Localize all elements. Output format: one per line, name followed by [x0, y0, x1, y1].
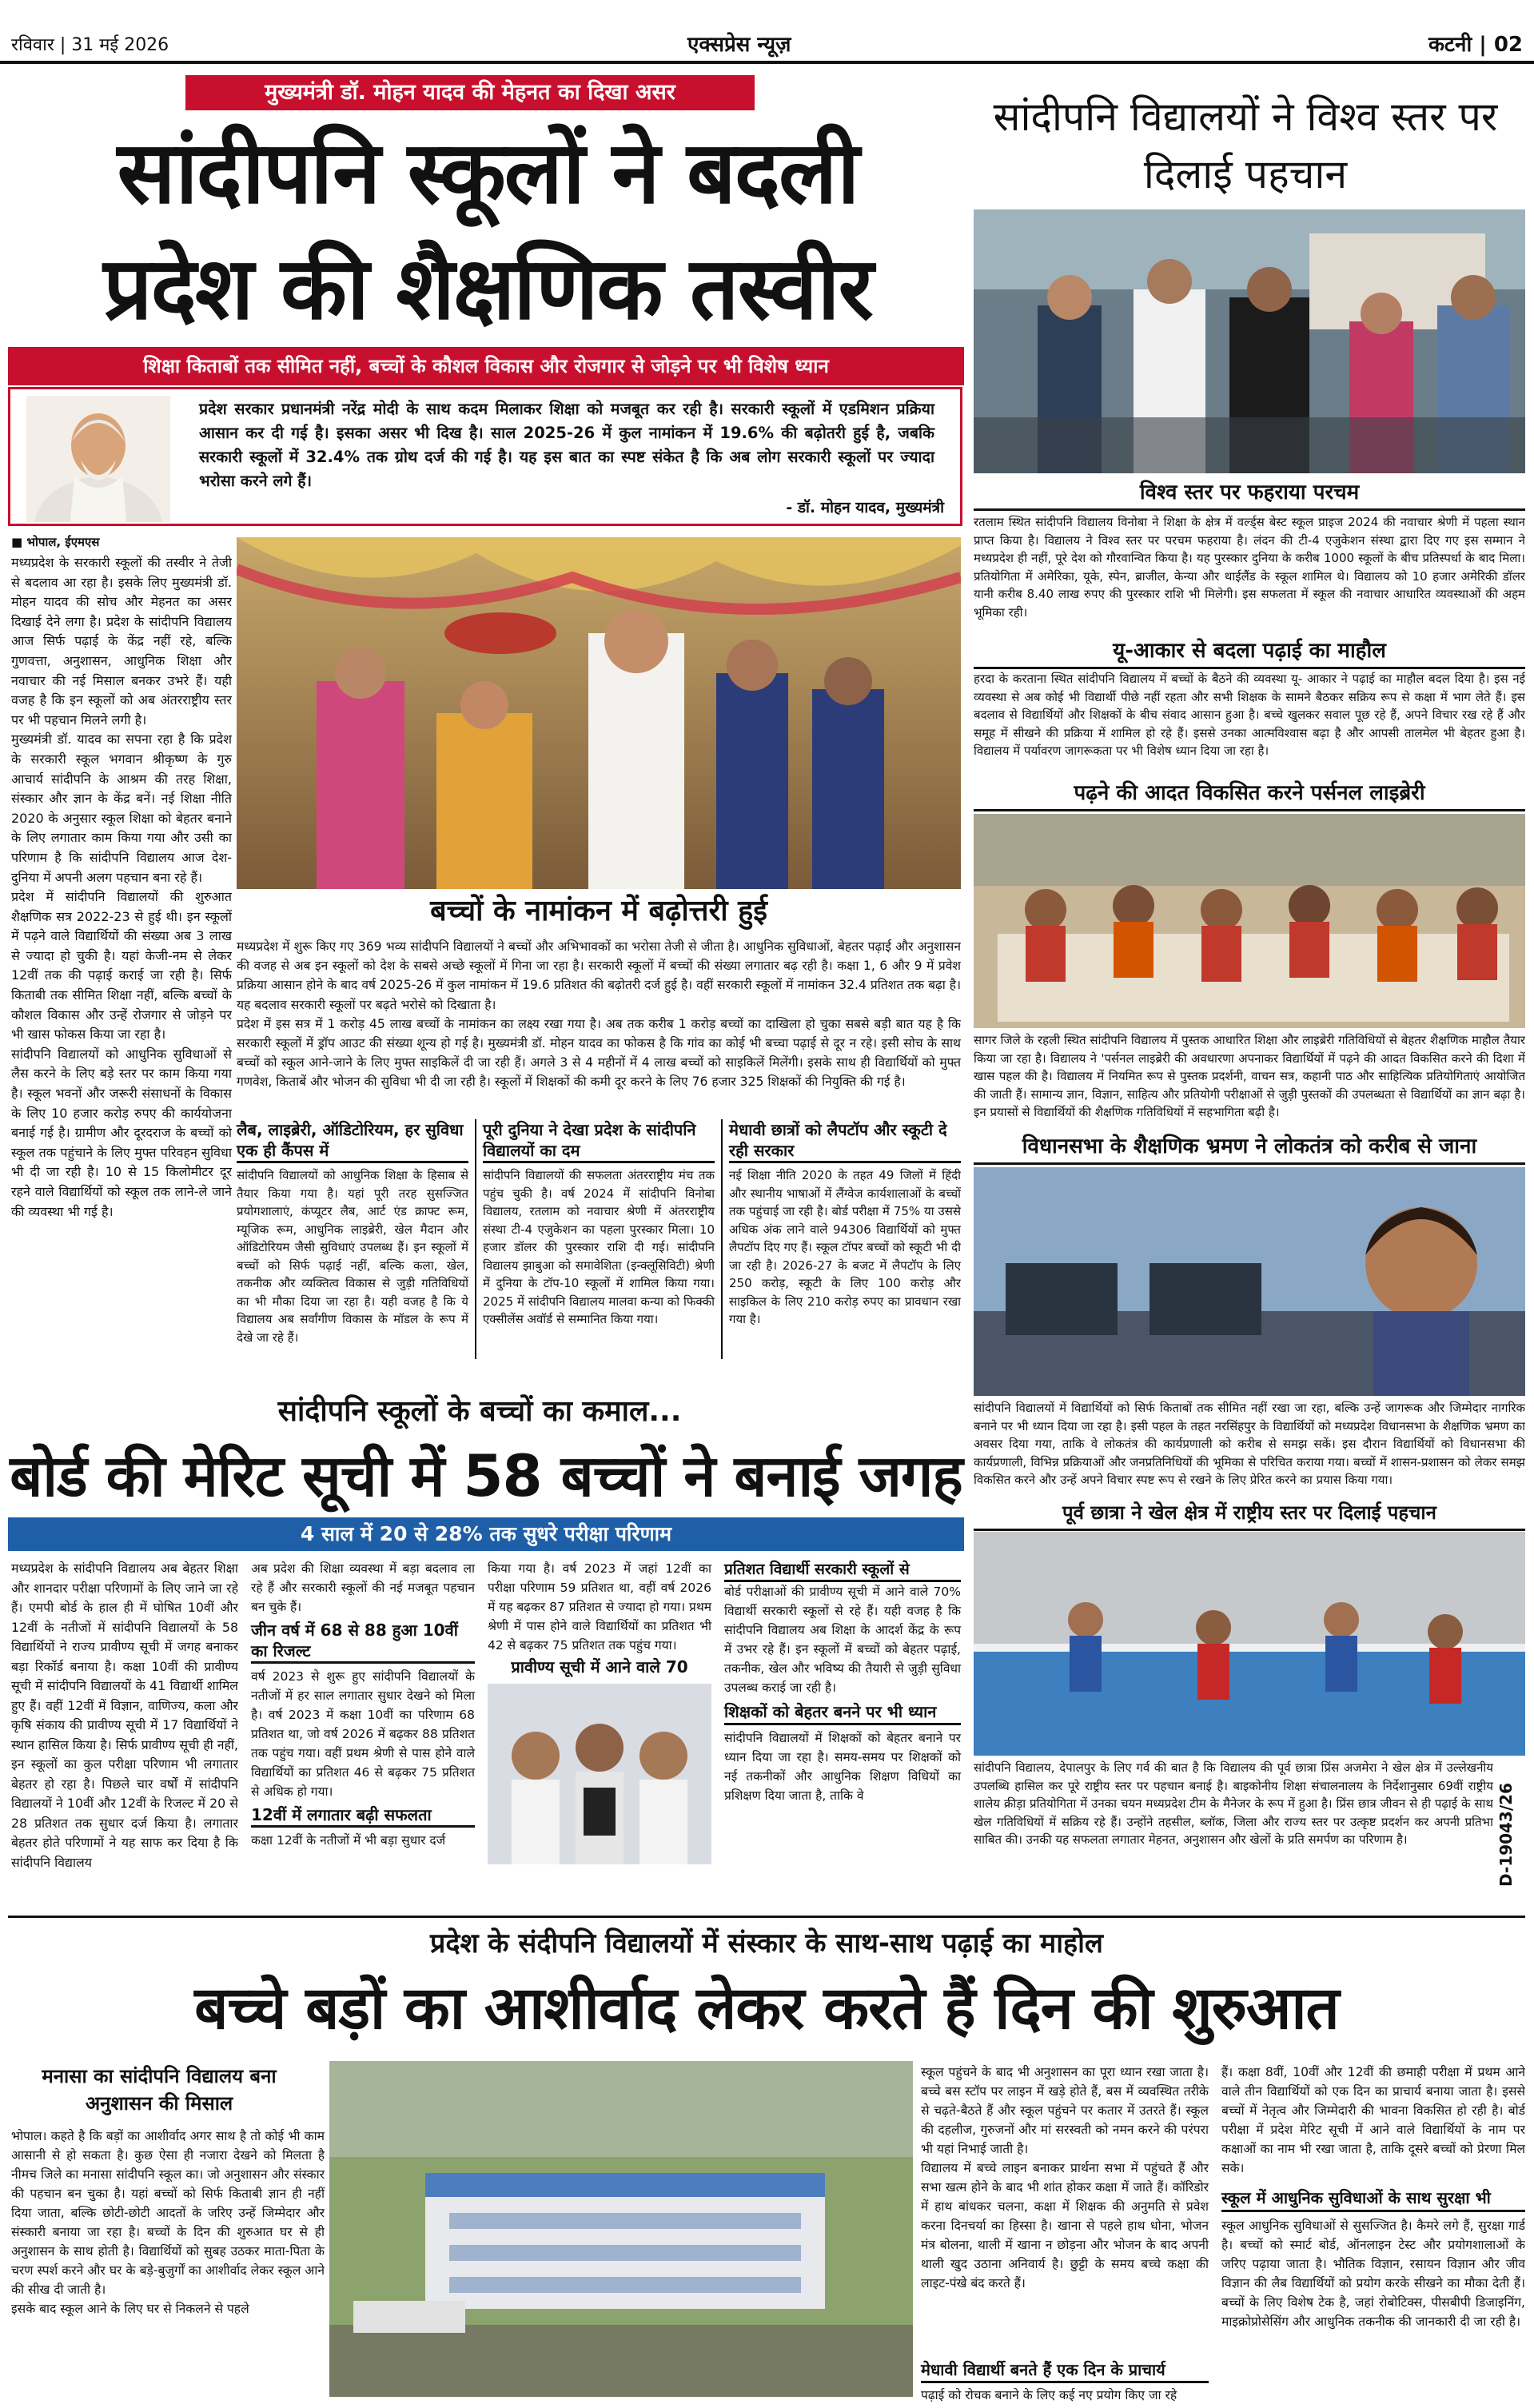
merit-col4b: सांदीपनि विद्यालयों में शिक्षकों को बेहतर बनाने पर ध्यान दिया जा रहा है। समय-समय पर शिक्षकों को नई तकनीकों और आधुनिक शिक्षण विधियों का प्रशिक्षण दिया जाता है, ताकि वे [724, 1731, 961, 1803]
merit-subbar: 4 साल में 20 से 28% तक सुधरे परीक्षा परिणाम [8, 1517, 964, 1551]
quote-attribution: - डॉ. मोहन यादव, मुख्यमंत्री [786, 499, 944, 516]
bottom-right-head: स्कूल में आधुनिक सुविधाओं के साथ सुरक्षा भी [1221, 2186, 1525, 2212]
box3-text: नई शिक्षा नीति 2020 के तहत 49 जिलों में हिंदी और स्थानीय भाषाओं में लैंग्वेज कार्यशालाओं के बच्चों तक पहुंचाई जा रही है। बोर्ड परीक्षा में 75% या उससे अधिक अंक लाने वाले 94306 विद्यार्थियों को मुफ्त लैपटॉप दिए गए हैं। स्कूल टॉपर बच्चों को स्कूटी भी दी जा रही है। 2026-27 के बजट में लैपटॉप के लिए 250 करोड़, स्कूटी के लिए 100 करोड़ और साइकिल के लिए 210 करोड़ रुपए का प्रावधान रखा गया है। [729, 1168, 961, 1326]
merit-col4-head2: शिक्षकों को बेहतर बनने पर भी ध्यान [724, 1700, 961, 1725]
merit-col3-head: प्रावीण्य सूची में आने वाले 70 [511, 1657, 688, 1676]
main-kicker: मुख्यमंत्री डॉ. मोहन यादव की मेहनत का दिखा असर [185, 75, 755, 110]
box1 [237, 1119, 468, 1359]
merit-col1: मध्यप्रदेश के सांदीपनि विद्यालय अब बेहतर शिक्षा और शानदार परीक्षा परिणामों के लिए जाने जा रहे हैं। एमपी बोर्ड के हाल ही में घोषित 10वीं और 12वीं के नतीजों में सांदीपनि विद्यालयों के 58 विद्यार्थियों ने राज्य प्रावीण्य सूची में जगह बनाकर बड़ा रिकॉर्ड बनाया है। कक्षा 10वीं की प्रावीण्य सूची में सांदीपनि विद्यालयों के 41 विद्यार्थी शामिल हुए हैं। वहीं 12वीं में विज्ञान, वाणिज्य, कला और कृषि संकाय की प्रावीण्य सूची में 17 विद्यार्थियों ने स्थान हासिल किया है। सिर्फ प्रावीण्य सूची ही नहीं, इन स्कूलों का कुल परीक्षा परिणाम भी लगातार बेहतर हो रहा है। पिछले चार वर्षों में सांदीपनि विद्यालयों ने 10वीं और 12वीं के रिजल्ट में 20 से 28 प्रतिशत तक सुधार दर्ज किया है। लगातार बेहतर होते परिणामों ने यह साफ कर दिया है कि सांदीपनि विद्यालय [11, 1561, 238, 1870]
box3-head: मेधावी छात्रों को लैपटॉप और स्कूटी दे रही सरकार [729, 1119, 961, 1163]
main-headline-2: प्रदेश की शैक्षणिक तस्वीर [103, 239, 872, 339]
bottom-mid-head: मेधावी विद्यार्थी बनते हैं एक दिन के प्राचार्य [921, 2358, 1209, 2383]
bottom-rule [8, 1916, 1525, 1918]
cm-quote: प्रदेश सरकार प्रधानमंत्री नरेंद्र मोदी के साथ कदम मिलाकर शिक्षा को मजबूत कर रही है। सरकारी स्कूलों में एडमिशन प्रक्रिया आसान कर दी गई है। इसका असर भी दिख है। साल 2025-26 में कुल नामांकन में 19.6% की बढ़ोतरी हुई है, जबकि सरकारी स्कूलों में 32.4% तक ग्रोथ दर्ज की गई है। यह इस बात का स्पष्ट संकेत है कि अब लोग सरकारी स्कूलों पर ज्यादा भरोसा करने लगे हैं। [199, 400, 934, 490]
bottom-right-text: हैं। कक्षा 8वीं, 10वीं और 12वीं की छमाही परीक्षा में प्रथम आने वाले तीन विद्यार्थियों को एक दिन का प्राचार्य बनाया जाता है। इससे बच्चों में नेतृत्व और जिम्मेदारी की भावना विकसित हो रही है। बोर्ड परीक्षा में प्रदेश मेरिट सूची में आने वाले विद्यार्थियों के नाम पर कक्षाओं का नाम भी रखा जाता है, ताकि दूसरे बच्चों को प्रेरणा मिल सके। [1221, 2065, 1525, 2175]
right-photo-3 [974, 1167, 1525, 1396]
paper-name: एक्सप्रेस न्यूज़ [687, 33, 791, 57]
merit-col2-head1: जीन वर्ष में 68 से 88 हुआ 10वीं का रिजल्ट [251, 1620, 475, 1664]
bottom-photo [329, 2061, 913, 2397]
merit-headline: बोर्ड की मेरिट सूची में 58 बच्चों ने बनाई जगह [10, 1442, 962, 1509]
photo-caption-title: बच्चों के नामांकन में बढ़ोत्तरी हुई [430, 895, 767, 927]
cm-portrait [26, 396, 170, 522]
merit-col4 [724, 1559, 961, 1911]
merit-col2-head2: 12वीं में लगातार बढ़ी सफलता [251, 1804, 475, 1828]
page-number: 02 [1493, 33, 1523, 57]
merit-col4-head1: प्रतिशत विद्यार्थी सरकारी स्कूलों से [724, 1559, 961, 1582]
dateline: ■ भोपाल, ईएमएस [11, 535, 100, 549]
city-name: कटनी [1428, 33, 1472, 57]
bottom-mid-text2: पढ़ाई को रोचक बनाने के लिए कई नए प्रयोग किए जा रहे [921, 2388, 1177, 2402]
box-divider-1 [475, 1119, 476, 1359]
merit-col3 [488, 1559, 711, 1911]
right-section5-title: पूर्व छात्रा ने खेल क्षेत्र में राष्ट्रीय स्तर पर दिलाई पहचान [974, 1497, 1525, 1531]
right-section2-text: हरदा के करताना स्थित सांदीपनि विद्यालय में बच्चों के बैठने की व्यवस्था यू- आकार ने पढ़ाई का माहौल बदल दिया है। इस नई व्यवस्था से अब कोई भी विद्यार्थी पीछे नहीं रहता और सभी शिक्षक के सामने बैठकर सक्रिय रूप से कक्षा में भाग लेते हैं। इस बदलाव से विद्यार्थियों और शिक्षकों के बीच संवाद आसान हुआ है। बच्चे खुलकर सवाल पूछ रहे हैं, अपने विचार रख रहे हैं और समूह में सीखने की प्रक्रिया में शामिल हो रहे हैं। इससे उनका आत्मविश्वास बढ़ा है और आपसी तालमेल भी बेहतर हुआ है। विद्यालय में पर्यावरण जागरूकता पर भी विशेष ध्यान दिया जा रहा है। [974, 672, 1525, 758]
right-section3-text: सागर जिले के रहली स्थित सांदीपनि विद्यालय में पुस्तक आधारित शिक्षा और लाइब्रेरी गतिविधियों से बेहतर शैक्षणिक माहौल तैयार किया जा रहा है। विद्यालय ने 'पर्सनल लाइब्रेरी की अवधारणा अपनाकर विद्यार्थियों में पढ़ने की आदत विकसित करने की दिशा में खास पहल की है। विद्यालय में नियमित रूप से पुस्तक प्रदर्शनी, वाचन सत्र, कहानी पाठ और साहित्यिक प्रतियोगिताएं आयोजित की जाती हैं। सामान्य ज्ञान, विज्ञान, साहित्य और प्रतियोगी परीक्षाओं से जुड़ी पुस्तकों की उपलब्धता से विद्यार्थियों का ज्ञान बढ़ा है। इन प्रयासों से विद्यार्थियों की शैक्षणिक गतिविधियों में सहभागिता बढ़ी है। [974, 1033, 1525, 1119]
right-photo-2 [974, 814, 1525, 1028]
quote-box [8, 387, 962, 526]
merit-col3a: किया गया है। वर्ष 2023 में जहां 12वीं का परीक्षा परिणाम 59 प्रतिशत था, वहीं वर्ष 2026 में यह बढ़कर 87 प्रतिशत से ज्यादा हो गया। प्रथम श्रेणी में पास होने वाले विद्यार्थियों का प्रतिशत भी 42 से बढ़कर 75 प्रतिशत तक पहुंच गया। [488, 1561, 711, 1653]
box1-text: सांदीपनि विद्यालयों को आधुनिक शिक्षा के हिसाब से तैयार किया गया है। यहां पूरी तरह सुसज्जित प्रयोगशालाएं, कंप्यूटर लैब, आर्ट एंड क्राफ्ट रूम, म्यूजिक रूम, आधुनिक लाइब्रेरी, खेल मैदान और ऑडिटोरियम जैसी सुविधाएं उपलब्ध हैं। इन स्कूलों में बच्चों को सिर्फ पढ़ाई नहीं, बल्कि कला, खेल, तकनीक और व्यक्तित्व विकास से जुड़ी गतिविधियों का भी मौका दिया जा रहा है। यही वजह है कि ये विद्यालय अब सर्वांगीण विकास के मॉडल के रूप में देखे जा रहे हैं। [237, 1168, 468, 1345]
right-section5-text: सांदीपनि विद्यालय, देपालपुर के लिए गर्व की बात है कि विद्यालय की पूर्व छात्रा प्रिंस अजमेरा ने खेल क्षेत्र में उल्लेखनीय उपलब्धि हासिल कर पूरे राष्ट्रीय स्तर पर पहचान बनाई है। बाइकोनीय शिक्षा संचालनालय के निर्देशानुसार 69वीं राष्ट्रीय शालेय क्रीड़ा प्रतियोगिता में उनका चयन मध्यप्रदेश टीम के मैनेजर के रूप में हुआ है। प्रिंस छात्र जीवन से ही पढ़ाई के साथ खेल गतिविधियों में सक्रिय रहे हैं। उन्होंने तहसील, ब्लॉक, जिला और राज्य स्तर पर उत्कृष्ट प्रदर्शन कर अपनी प्रतिभा साबित की। उनकी यह सफलता लगातार मेहनत, अनुशासन और खेलों के प्रति समर्पण का परिणाम है। [974, 1760, 1493, 1847]
box1-head: लैब, लाइब्रेरी, ऑडिटोरियम, हर सुविधा एक ही कैंपस में [237, 1119, 468, 1163]
bottom-left-text: भोपाल। कहते है कि बड़ों का आशीर्वाद अगर साथ है तो कोई भी काम आसानी से हो सकता है। कुछ ऐसा ही नजारा देखने को मिलता है नीमच जिले का मनासा सांदीपनि स्कूल का। जो अनुशासन और संस्कार की पहचान बन चुका है। यहां बच्चों को सिर्फ किताबी ज्ञान ही नहीं दिया जाता, बल्कि छोटी-छोटी आदतों के जरिए उन्हें जिम्मेदार और संस्कारी बनाया जा रहा है। बच्चों के दिन की शुरुआत घर से ही अनुशासन के साथ होती है। विद्यार्थियों को सुबह उठकर माता-पिता के चरण स्पर्श करने और घर के बड़े-बुजुर्गों का आशीर्वाद लेकर स्कूल आने की सीख दी जाती है। इसके बाद स्कूल आने के लिए घर से निकलने से पहले [11, 2129, 325, 2316]
bottom-headline: बच्चे बड़ों का आशीर्वाद लेकर करते हैं दिन की शुरुआत [194, 1974, 1339, 2043]
main-left-column: मध्यप्रदेश के सरकारी स्कूलों की तस्वीर ने तेजी से बदलाव आ रहा है। इसके लिए मुख्यमंत्री डॉ. मोहन यादव की सोच और मेहनत का असर दिखाई देने लगा है। प्रदेश के सांदीपनि विद्यालय आज सिर्फ पढ़ाई के केंद्र नहीं रहे, बल्कि गुणवत्ता, अनुशासन, आधुनिक शिक्षा और नवाचार की नई मिसाल बनकर उभरे हैं। यही वजह है कि इन स्कूलों को अब अंतरराष्ट्रीय स्तर पर भी पहचान मिलने लगी है। मुख्यमंत्री डॉ. यादव का सपना रहा है कि प्रदेश के सरकारी स्कूल भगवान श्रीकृष्ण के गुरु आचार्य सांदीपनि के आश्रम की तरह शिक्षा, संस्कार और ज्ञान के केंद्र बनें। नई शिक्षा नीति 2020 के अनुसार स्कूल शिक्षा को बेहतर बनाने के लिए लगातार काम किया गया और उसी का परिणाम है कि सांदीपनि विद्यालय आज देश-दुनिया में अपनी अलग पहचान बना रहे हैं। प्रदेश में सांदीपनि विद्यालयों की शुरुआत शैक्षणिक सत्र 2022-23 से हुई थी। इन स्कूलों में पढ़ने वाले विद्यार्थियों की संख्या अब 3 लाख से ज्यादा हो चुकी है। यहां केजी-नम से लेकर 12वीं तक की पढ़ाई कराई जा रही है। सिर्फ किताबी तक सीमित शिक्षा नहीं, बल्कि बच्चों के कौशल विकास और उन्हें रोजगार से जोड़ने पर भी खास फोकस किया जा रहा है। सांदीपनि विद्यालयों को आधुनिक सुविधाओं से लैस करने के लिए बड़े स्तर पर काम किया गया है। स्कूल भवनों और जरूरी संसाधनों के विकास के लिए 10 हजार करोड़ रुपए की कार्ययोजना बनाई गई है। ग्रामीण और दूरदराज के बच्चों को स्कूल तक पहुंचाने के लिए मुफ्त परिवहन सुविधा भी दी जा रही है। 10 से 15 किलोमीटर दूर रहने वाले विद्यार्थियों को स्कूल तक लाने-ले जाने की व्यवस्था भी गई है। [11, 555, 232, 1219]
right-section3-title: पढ़ने की आदत विकसित करने पर्सनल लाइब्रेरी [974, 777, 1525, 811]
merit-kicker: सांदीपनि स्कूलों के बच्चों का कमाल... [277, 1395, 682, 1428]
bottom-kicker: प्रदेश के संदीपनि विद्यालयों में संस्कार के साथ-साथ पढ़ाई का माहोल [430, 1928, 1103, 1959]
box-divider-2 [721, 1119, 723, 1359]
bottom-right-text2: स्कूल आधुनिक सुविधाओं से सुसज्जित है। कैमरे लगे हैं, सुरक्षा गार्ड है। बच्चों को स्मार्ट बोर्ड, ऑनलाइन टेस्ट और प्रयोगशालाओं के जरिए पढ़ाया जाता है। भौतिक विज्ञान, रसायन विज्ञान और जीव विज्ञान की लैब विद्यार्थियों को प्रयोग करके सीखने का मौका देती हैं। बच्चों के लिए विशेष टेक है, जहां रोबोटिक्स, पीसबीपी डिजाइनिंग, माइक्रोप्रोसेसिंग और आधुनिक तकनीक की जानकारी दी जा रही है। [1221, 2219, 1525, 2329]
right-section1-text: रतलाम स्थित सांदीपनि विद्यालय विनोबा ने शिक्षा के क्षेत्र में वर्ल्ड्स बेस्ट स्कूल प्राइज 2024 की नवाचार श्रेणी में पहला स्थान प्राप्त किया है। विद्यालय ने विश्व स्तर पर परचम फहराया है। लंदन की टी-4 एजुकेशन संस्था द्वारा दिए गए इस सम्मान ने मध्यप्रदेश ही नहीं, पूरे देश को गौरवान्वित किया है। यह पुरस्कार दुनिया के करीब 1000 स्कूलों के बीच प्रतिस्पर्धा के बाद मिला। प्रतियोगिता में अमेरिका, यूके, स्पेन, ब्राजील, केन्या और थाईलैंड के स्कूल शामिल थे। विद्यालय को 10 हजार अमेरिकी डॉलर यानी करीब 8.40 लाख रुपए की पुरस्कार राशि भी मिलेगी। इस सफलता में स्कूल की नवाचार आधारित व्यवस्थाओं की अहम भूमिका रही। [974, 515, 1525, 620]
right-photo-1 [974, 209, 1525, 473]
merit-col4a: बोर्ड परीक्षाओं की प्रावीण्य सूची में आने वाले 70% विद्यार्थी सरकारी स्कूलों से रहे हैं। यही वजह है कि सांदीपनि विद्यालय अब शिक्षा के आदर्श केंद्र के रूप में उभर रहे हैं। इन स्कूलों में बच्चों को बेहतर पढ़ाई, तकनीक, खेल और भविष्य की तैयारी से जुड़ी सुविधा उपलब्ध कराई जा रही है। [724, 1585, 961, 1695]
city-page: कटनी | 02 [1428, 33, 1523, 57]
main-headline-1: सांदीपनि स्कूलों ने बदली [117, 123, 859, 223]
bottom-mid-text: स्कूल पहुंचने के बाद भी अनुशासन का पूरा ध्यान रखा जाता है। बच्चे बस स्टॉप पर लाइन में खड़े होते हैं, बस में व्यवस्थित तरीके से चढ़ते-बैठते हैं और स्कूल पहुंचने पर कतार में उतरते हैं। स्कूल की दहलीज, गुरुजनों और मां सरस्वती को नमन करने की परंपरा भी यहां निभाई जाती है। विद्यालय में बच्चे लाइन बनाकर प्रार्थना सभा में पहुंचते हैं और सभा खत्म होने के बाद भी शांत होकर कक्षा में जाते हैं। कॉरिडोर में हाथ बांधकर चलना, कक्षा में शिक्षक की अनुमति से प्रवेश करना दिनचर्या का हिस्सा है। खाना से पहले हाथ धोना, भोजन मंत्र बोलना, थाली में खाना न छोड़ना और भोजन के बाद अपनी थाली खुद उठाना अनिवार्य है। छुट्टी के समय बच्चे कक्षा की लाइट-पंखे बंद करते हैं। [921, 2065, 1209, 2290]
issue-date: रविवार | 31 मई 2026 [11, 35, 169, 55]
right-photo-4 [974, 1532, 1525, 1756]
box2-text: सांदीपनि विद्यालयों की सफलता अंतरराष्ट्रीय मंच तक पहुंच चुकी है। वर्ष 2024 में सांदीपनि विनोबा विद्यालय, रतलाम को नवाचार श्रेणी में अंतरराष्ट्रीय संस्था टी-4 एजुकेशन का पहला पुरस्कार मिला। 10 हजार डॉलर की पुरस्कार राशि दी गई। सांदीपनि विद्यालय झाबुआ को समावेशिता (इन्क्लूसिविटी) श्रेणी में दुनिया के टॉप-10 स्कूलों में शामिल किया गया। 2025 में सांदीपनि विद्यालय मालवा कन्या को फिक्की एक्सीलेंस अवॉर्ड से सम्मानित किया गया। [483, 1168, 715, 1326]
right-section4-title: विधानसभा के शैक्षणिक भ्रमण ने लोकतंत्र को करीब से जाना [974, 1130, 1525, 1165]
masthead [0, 0, 1534, 62]
main-wide-text: मध्यप्रदेश में शुरू किए गए 369 भव्य सांदीपनि विद्यालयों ने बच्चों और अभिभावकों का भरोसा तेजी से जीता है। आधुनिक सुविधाओं, बेहतर पढ़ाई और अनुशासन की वजह से अब इन स्कूलों को देश के सबसे अच्छे स्कूलों में गिना जा रहा है। सरकारी स्कूलों में बच्चों की संख्या लगातार बढ़ रही है। कक्षा 1, 6 और 9 में प्रवेश प्रक्रिया आसान होने के बाद वर्ष 2025-26 में कुल नामांकन में 19.6 प्रतिशत की बढ़ोतरी दर्ज हुई है। वहीं सरकारी स्कूलों में नामांकन 32.4 प्रतिशत तक बढ़ा है। यह बदलाव सरकारी स्कूलों पर बढ़ते भरोसे को दिखाता है। प्रदेश में इस सत्र में 1 करोड़ 45 लाख बच्चों के नामांकन का लक्ष्य रखा गया है। अब तक करीब 1 करोड़ बच्चों का दाखिला हो चुका सबसे बड़ी बात यह है कि सरकारी स्कूलों में ड्रॉप आउट की संख्या शून्य हो गई है। मुख्यमंत्री डॉ. मोहन यादव का फोकस है कि गांव का कोई भी बच्चा पढ़ाई से दूर न रहे। इसी सोच के साथ बच्चों को स्कूल आने-जाने के लिए मुफ्त साइकिलें दी जा रही हैं। अगले 3 से 4 महीनों में 4 लाख बच्चों को साइकिलें मिलेंगी। इसके साथ ही विद्यार्थियों को मुफ्त गणवेश, किताबें और भोजन की सुविधा भी दी जा रही है। स्कूलों में शिक्षकों की कमी दूर करने के लिए 76 हजार 325 शिक्षकों की नियुक्ति की गई है। [237, 939, 961, 1090]
main-subheadline: शिक्षा किताबों तक सीमित नहीं, बच्चों के कौशल विकास और रोजगार से जोड़ने पर भी विशेष ध्यान [8, 347, 964, 385]
right-headline: सांदीपनि विद्यालयों ने विश्व स्तर पर दिलाई पहचान [993, 94, 1498, 197]
merit-col2b: वर्ष 2023 से शुरू हुए सांदीपनि विद्यालयों के नतीजों में हर साल लगातार सुधार देखने को मिला है। वर्ष 2023 में कक्षा 10वीं का परिणाम 68 प्रतिशत था, जो वर्ष 2026 में बढ़कर 88 प्रतिशत तक पहुंच गया। वहीं प्रथम श्रेणी से पास होने वाले विद्यार्थियों का प्रतिशत 46 से बढ़कर 75 प्रतिशत से अधिक हो गया। [251, 1669, 475, 1799]
merit-col2 [251, 1559, 475, 1911]
right-section1-title: विश्व स्तर पर फहराया परचम [974, 476, 1525, 511]
right-section4-text: सांदीपनि विद्यालयों में विद्यार्थियों को सिर्फ किताबों तक सीमित नहीं रखा जा रहा, बल्कि उन्हें जागरूक और जिम्मेदार नागरिक बनाने पर भी ध्यान दिया जा रहा है। इसी पहल के तहत नरसिंहपुर के विद्यार्थियों को मध्यप्रदेश विधानसभा के शैक्षणिक भ्रमण का अवसर दिया गया, ताकि वे लोकतंत्र की कार्यप्रणाली को करीब से समझ सकें। इस दौरान विद्यार्थियों को विधानसभा की कार्यप्रणाली, विभिन्न प्रक्रियाओं और जनप्रतिनिधियों की भूमिका से परिचित कराया गया। बच्चों में शासन-प्रशासन को लेकर समझ विकसित करने और उन्हें अपने विचार स्पष्ट रूप से रखने के लिए प्रेरित करने का प्रयास किया गया। [974, 1401, 1525, 1487]
right-section2-title: यू-आकार से बदला पढ़ाई का माहौल [974, 635, 1525, 669]
box2-head: पूरी दुनिया ने देखा प्रदेश के सांदीपनि विद्यालयों का दम [483, 1119, 715, 1163]
bottom-left-head: मनासा का सांदीपनि विद्यालय बना अनुशासन की मिसाल [42, 2065, 277, 2115]
box2 [483, 1119, 715, 1359]
ad-code: D-19043/26 [1496, 1783, 1516, 1887]
masthead-rule [0, 61, 1534, 64]
dateline-text: भोपाल, ईएमएस [26, 535, 100, 549]
merit-col2c: कक्षा 12वीं के नतीजों में भी बड़ा सुधार दर्ज [251, 1833, 446, 1848]
box3 [729, 1119, 961, 1359]
main-photo [237, 537, 961, 889]
merit-col2a: अब प्रदेश की शिक्षा व्यवस्था में बड़ा बदलाव ला रहे हैं और सरकारी स्कूलों की नई मजबूत पहचान बन चुके हैं। [251, 1561, 475, 1614]
merit-photo [488, 1684, 711, 1864]
